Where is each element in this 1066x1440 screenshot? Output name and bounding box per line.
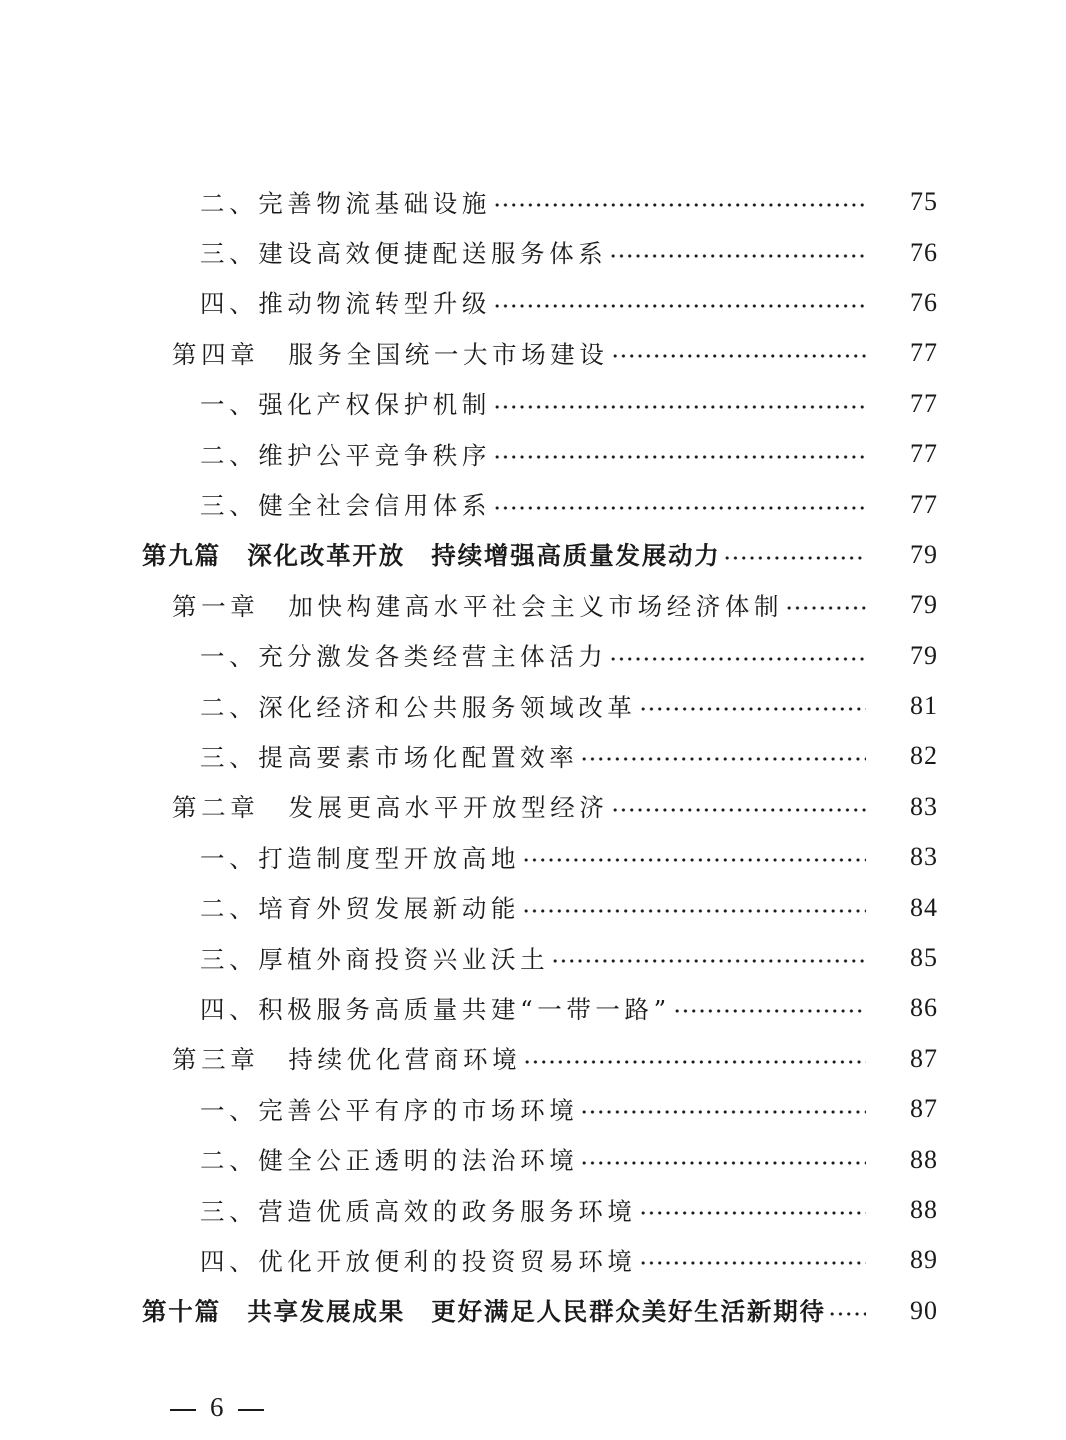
- toc-entry-belt-and-road[interactable]: [0, 983, 1066, 1033]
- toc-entry-public-service-reform[interactable]: [0, 681, 1066, 731]
- toc-entry-part-10-shared-development[interactable]: [0, 1286, 1066, 1336]
- toc-entry-logistics-infrastructure[interactable]: [0, 177, 1066, 227]
- toc-entry-title: 四、积极服务高质量共建“一带一路”: [200, 994, 671, 1024]
- toc-entry-factor-allocation[interactable]: [0, 731, 1066, 781]
- toc-entry-page: 79: [910, 640, 938, 670]
- toc-leader-dots: [828, 1312, 866, 1316]
- toc-leader-dots: [493, 405, 866, 409]
- toc-leader-dots: [611, 808, 867, 812]
- toc-entry-title: 第一章 加快构建高水平社会主义市场经济体制: [172, 591, 784, 621]
- toc-entry-logistics-upgrade[interactable]: [0, 278, 1066, 328]
- toc-entry-market-environment[interactable]: [0, 1084, 1066, 1134]
- toc-leader-dots: [522, 858, 866, 862]
- toc-entry-foreign-investment[interactable]: [0, 933, 1066, 983]
- toc-leader-dots: [523, 1060, 866, 1064]
- toc-entry-title: 第九篇 深化改革开放 持续增强高质量发展动力: [142, 541, 721, 571]
- toc-entry-page: 79: [910, 590, 938, 620]
- toc-entry-title: 一、打造制度型开放高地: [200, 843, 521, 873]
- footer-dash-right: [238, 1409, 264, 1411]
- toc-leader-dots: [639, 1211, 867, 1215]
- toc-entry-page: 89: [910, 1245, 938, 1275]
- toc-entry-chapter-2-open-economy[interactable]: [0, 782, 1066, 832]
- toc-leader-dots: [609, 254, 866, 258]
- toc-entry-title: 三、提高要素市场化配置效率: [200, 742, 579, 772]
- toc-leader-dots: [611, 354, 867, 358]
- toc-entry-title: 第三章 持续优化营商环境: [172, 1045, 522, 1075]
- toc-entry-title: 三、健全社会信用体系: [200, 491, 491, 521]
- toc-leader-dots: [673, 1009, 866, 1013]
- toc-entry-page: 86: [910, 993, 938, 1023]
- page-footer: [170, 1391, 264, 1423]
- toc-leader-dots: [522, 909, 866, 913]
- toc-entry-title: 第二章 发展更高水平开放型经济: [172, 793, 609, 823]
- toc-leader-dots: [639, 1261, 867, 1265]
- toc-entry-page: 87: [910, 1094, 938, 1124]
- toc-entry-delivery-service-system[interactable]: [0, 227, 1066, 277]
- toc-entry-page: 88: [910, 1144, 938, 1174]
- toc-entry-title: 二、培育外贸发展新动能: [200, 894, 521, 924]
- toc-entry-legal-environment[interactable]: [0, 1134, 1066, 1184]
- toc-entry-part-9-reform-opening[interactable]: [0, 530, 1066, 580]
- toc-entry-page: 76: [910, 237, 938, 267]
- toc-entry-title: 一、强化产权保护机制: [200, 390, 491, 420]
- toc-entry-page: 81: [910, 691, 938, 721]
- page-number: 6: [210, 1392, 224, 1422]
- toc-entry-page: 82: [910, 741, 938, 771]
- toc-entry-title: 一、充分激发各类经营主体活力: [200, 642, 608, 672]
- toc-entry-social-credit[interactable]: [0, 479, 1066, 529]
- toc-entry-page: 77: [910, 439, 938, 469]
- toc-entry-page: 77: [910, 489, 938, 519]
- toc-entry-chapter-3-business-environment[interactable]: [0, 1034, 1066, 1084]
- toc-leader-dots: [580, 1110, 866, 1114]
- toc-leader-dots: [580, 757, 866, 761]
- toc-leader-dots: [639, 707, 867, 711]
- toc-entry-title: 第四章 服务全国统一大市场建设: [172, 339, 609, 369]
- toc-entry-page: 83: [910, 791, 938, 821]
- toc-entry-page: 84: [910, 892, 938, 922]
- toc-entry-title: 二、完善物流基础设施: [200, 188, 491, 218]
- toc-leader-dots: [609, 657, 866, 661]
- toc-entry-title: 二、深化经济和公共服务领域改革: [200, 692, 637, 722]
- toc-entry-title: 四、优化开放便利的投资贸易环境: [200, 1246, 637, 1276]
- toc-entry-business-entities[interactable]: [0, 631, 1066, 681]
- toc-entry-foreign-trade[interactable]: [0, 882, 1066, 932]
- toc-entry-page: 79: [910, 539, 938, 569]
- toc-entry-chapter-4-unified-market[interactable]: [0, 328, 1066, 378]
- toc-entry-page: 77: [910, 388, 938, 418]
- table-of-contents: [0, 177, 1066, 1336]
- toc-entry-chapter-1-market-economy[interactable]: [0, 580, 1066, 630]
- toc-entry-title: 三、厚植外商投资兴业沃土: [200, 944, 550, 974]
- toc-leader-dots: [493, 455, 866, 459]
- toc-leader-dots: [723, 556, 866, 560]
- toc-entry-page: 90: [910, 1295, 938, 1325]
- toc-entry-title: 第十篇 共享发展成果 更好满足人民群众美好生活新期待: [142, 1297, 826, 1327]
- toc-entry-page: 88: [910, 1195, 938, 1224]
- toc-entry-title: 三、建设高效便捷配送服务体系: [200, 239, 608, 269]
- toc-entry-title: 四、推动物流转型升级: [200, 289, 491, 319]
- toc-entry-fair-competition[interactable]: [0, 429, 1066, 479]
- toc-entry-title: 二、维护公平竞争秩序: [200, 440, 491, 470]
- toc-entry-page: 85: [910, 943, 938, 973]
- toc-leader-dots: [493, 203, 866, 207]
- toc-entry-page: 76: [910, 287, 938, 317]
- toc-entry-title: 二、健全公正透明的法治环境: [200, 1146, 579, 1176]
- toc-entry-page: 75: [910, 187, 938, 217]
- toc-entry-government-service-environment[interactable]: [0, 1185, 1066, 1235]
- toc-entry-page: 87: [910, 1043, 938, 1073]
- toc-entry-title: 三、营造优质高效的政务服务环境: [200, 1196, 637, 1226]
- toc-entry-investment-trade-environment[interactable]: [0, 1235, 1066, 1285]
- toc-leader-dots: [785, 606, 866, 610]
- toc-leader-dots: [580, 1161, 866, 1165]
- toc-leader-dots: [493, 506, 866, 510]
- toc-entry-page: 83: [910, 842, 938, 872]
- toc-entry-institutional-opening[interactable]: [0, 832, 1066, 882]
- footer-dash-left: [170, 1409, 196, 1411]
- toc-leader-dots: [493, 304, 866, 308]
- toc-entry-property-rights[interactable]: [0, 379, 1066, 429]
- toc-leader-dots: [551, 959, 866, 963]
- toc-entry-page: 77: [910, 338, 938, 368]
- toc-entry-title: 一、完善公平有序的市场环境: [200, 1095, 579, 1125]
